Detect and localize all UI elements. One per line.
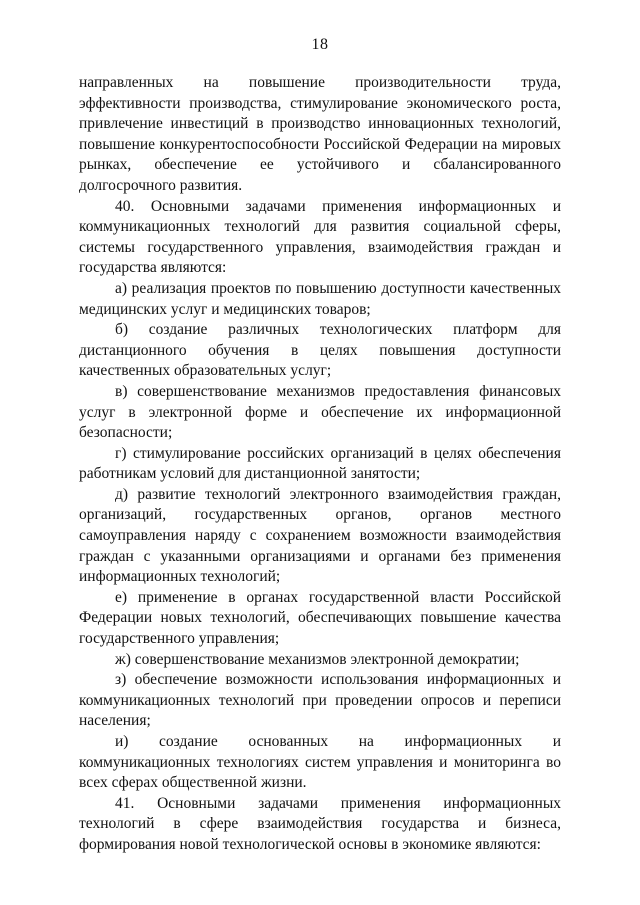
- paragraph-subitem-zh: ж) совершенствование механизмов электронной демократии;: [115, 650, 520, 668]
- paragraph-subitem-v: в) совершенствование механизмов предоставления финансовых услуг в электронной форме и обеспечение их информационной безопасности;: [79, 382, 561, 442]
- paragraph-subitem-a: а) реализация проектов по повышению доступности качественных медицинских услуг и медицинских товаров;: [79, 279, 561, 318]
- paragraph-subitem-i: и) создание основанных на информационных и коммуникационных технологиях систем управления и мониторинга во всех сферах общественной жизни.: [79, 733, 561, 792]
- document-body: [79, 73, 561, 856]
- paragraph-continuation: направленных на повышение производительности труда, эффективности производства, стимулирование экономического роста, привлечение инвестиций в производство инновационных технологий, повышение конкурентоспособности Российской Федерации на мировых рынках, обеспечение ее устойчивого и сбалансированного долгосрочного развития.: [79, 74, 561, 194]
- paragraph-subitem-b: б) создание различных технологических платформ для дистанционного обучения в целях повышения доступности качественных образовательных услуг;: [79, 321, 561, 380]
- paragraph-subitem-z: з) обеспечение возможности использования информационных и коммуникационных технологий при проведении опросов и переписи населения;: [79, 671, 561, 730]
- paragraph-subitem-e: е) применение в органах государственной власти Российской Федерации новых технологий, обеспечивающих повышение качества государственного управления;: [79, 588, 561, 648]
- paragraph-subitem-g: г) стимулирование российских организаций в целях обеспечения работникам условий для дистанционной занятости;: [79, 444, 561, 483]
- paragraph-item-41: 41. Основными задачами применения информационных технологий в сфере взаимодействия государства и бизнеса, формирования новой технологической основы в экономике являются:: [79, 794, 561, 853]
- page-number: 18: [311, 36, 329, 53]
- paragraph-item-40: 40. Основными задачами применения информационных и коммуникационных технологий для развития социальной сферы, системы государственного управления, взаимодействия граждан и государства являются:: [79, 197, 561, 277]
- paragraph-subitem-d: д) развитие технологий электронного взаимодействия граждан, организаций, государственных органов, органов местного самоуправления наряду с сохранением возможности взаимодействия граждан с указанными организациями и органами без применения информационных технологий;: [79, 485, 561, 586]
